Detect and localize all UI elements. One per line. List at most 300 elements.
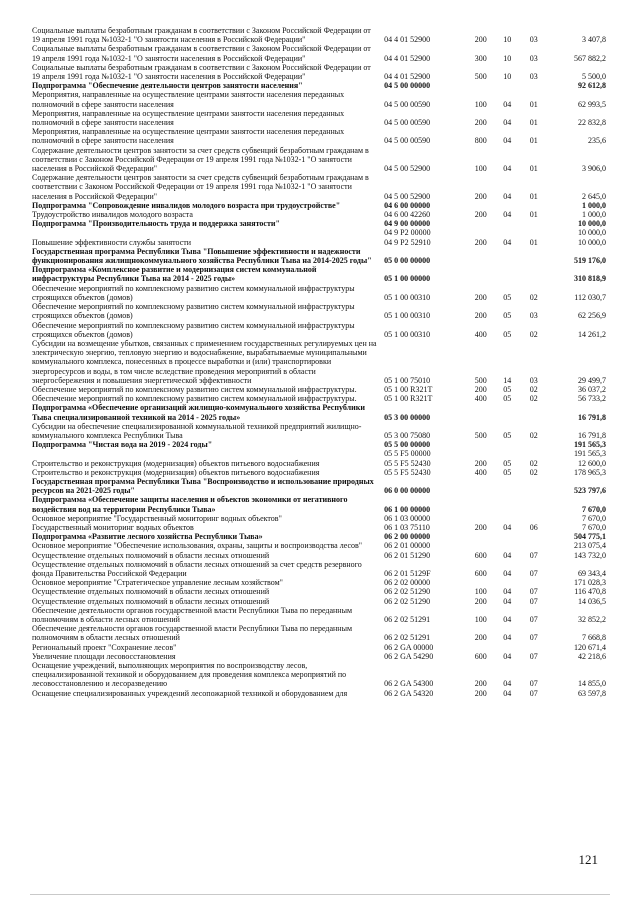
- section-code: [494, 532, 520, 541]
- expense-type-code: 400: [474, 467, 487, 477]
- subsection-code: 03: [529, 72, 538, 82]
- table-row: [32, 606, 606, 624]
- expense-name: Трудоустройство инвалидов молодого возраста: [32, 210, 193, 220]
- amount: 7 670,0: [582, 513, 606, 523]
- table-row: [32, 302, 606, 320]
- amount: 69 343,4: [578, 568, 606, 578]
- subsection-code: 02: [529, 292, 538, 302]
- amount: 3 906,0: [582, 164, 606, 174]
- expense-name: Содержание деятельности центров занятости за счет средств субвенций безработным гражданам в соответствии с Законом Российской Федерации от 19 апреля 1991 года №1032-1 "О занятости населения в Российской Федерации": [32, 173, 369, 201]
- table-row: [32, 597, 606, 606]
- section-code: 05: [503, 467, 512, 477]
- expense-name: Подпрограмма «Обеспечение защиты населения и объектов экономики от негативного воздействия вод на территории Республики Тыва»: [32, 495, 348, 514]
- subsection-code: 03: [529, 375, 538, 385]
- table-row: [32, 459, 606, 468]
- expense-type-code: 200: [474, 679, 487, 689]
- table-row: [32, 689, 606, 698]
- expense-type-code: 800: [474, 136, 487, 146]
- section-code: 04: [503, 191, 512, 201]
- amount: 5 500,0: [582, 72, 606, 82]
- section-code: [494, 514, 520, 523]
- expense-type-code: 400: [474, 394, 487, 404]
- section-code: [494, 477, 520, 495]
- expense-type-code: 400: [474, 329, 487, 339]
- expense-name: Основное мероприятие "Государственный мониторинг водных объектов": [32, 513, 282, 523]
- subsection-code: 02: [529, 430, 538, 440]
- target-article-code: 04 5 00 52900: [384, 164, 431, 174]
- page-number: 121: [578, 852, 598, 867]
- subsection-code: 06: [529, 522, 538, 532]
- amount: 42 218,6: [578, 651, 606, 661]
- expense-name: Подпрограмма «Развитие лесного хозяйства Республики Тыва»: [32, 532, 263, 542]
- subsection-code: 02: [529, 467, 538, 477]
- table-row: [32, 265, 606, 283]
- amount: 235,6: [588, 136, 606, 146]
- table-row: [32, 146, 606, 174]
- expense-name: Осуществление отдельных полномочий в области лесных отношений: [32, 596, 270, 606]
- target-article-code: 05 1 00 R321T: [384, 394, 433, 404]
- target-article-code: 06 2 GA 54290: [384, 651, 434, 661]
- target-article-code: 06 2 01 00000: [384, 541, 431, 551]
- expense-type-code: [468, 403, 494, 421]
- target-article-code: 06 2 02 51291: [384, 633, 431, 643]
- section-code: 14: [503, 375, 512, 385]
- amount: 3 407,8: [582, 35, 606, 45]
- expense-type-code: [468, 440, 494, 449]
- subsection-code: 07: [529, 550, 538, 560]
- amount: 16 791,8: [578, 412, 606, 422]
- expense-name: Социальные выплаты безработным гражданам в соответствии с Законом Российской Федерации от 19 апреля 1991 года №1032-1 "О занятости населения в Российской Федерации": [32, 44, 371, 63]
- expense-type-code: 200: [474, 384, 487, 394]
- expense-name: [32, 228, 384, 237]
- section-code: [494, 403, 520, 421]
- expense-name: Обеспечение деятельности органов государственной власти Республики Тыва по переданным полномочиям в области лесных отношений: [32, 605, 353, 624]
- subsection-code: 01: [529, 237, 538, 247]
- target-article-code: 04 5 00 00590: [384, 99, 431, 109]
- expense-type-code: 200: [474, 458, 487, 468]
- section-code: 05: [503, 311, 512, 321]
- subsection-code: 07: [529, 651, 538, 661]
- target-article-code: 05 5 00 00000: [384, 440, 431, 450]
- section-code: 05: [503, 292, 512, 302]
- expense-name: Подпрограмма «Комплексное развитие и модернизация систем коммунальной инфраструктуры Республики Тыва на 2014 - 2025 годы»: [32, 265, 317, 284]
- subsection-code: [520, 643, 546, 652]
- expense-name: Обеспечение деятельности органов государственной власти Республики Тыва по переданным полномочиям в области лесных отношений: [32, 624, 353, 643]
- amount: 29 499,7: [578, 375, 606, 385]
- target-article-code: 05 1 00 00310: [384, 329, 431, 339]
- expense-name: Содержание деятельности центров занятости за счет средств субвенций безработным гражданам в соответствии с Законом Российской Федерации от 19 апреля 1991 года №1032-1 "О занятости населения в Российской Федерации": [32, 145, 369, 174]
- amount: 191 565,3: [574, 449, 606, 459]
- expense-type-code: 100: [474, 164, 487, 174]
- section-code: [494, 495, 520, 513]
- subsection-code: 02: [529, 384, 538, 394]
- target-article-code: 04 9 00 00000: [384, 219, 431, 229]
- amount: 112 030,7: [574, 292, 606, 302]
- expense-type-code: 200: [474, 191, 487, 201]
- expense-type-code: 200: [474, 688, 487, 698]
- amount: 143 732,0: [574, 550, 606, 560]
- subsection-code: 03: [529, 53, 538, 63]
- amount: 310 818,9: [574, 274, 606, 284]
- target-article-code: 04 5 00 00590: [384, 118, 431, 128]
- table-row: [32, 228, 606, 237]
- table-row: [32, 440, 606, 449]
- subsection-code: [520, 81, 546, 90]
- expense-type-code: 200: [474, 596, 487, 606]
- target-article-code: 05 1 00 R321T: [384, 384, 433, 394]
- expense-type-code: 600: [474, 568, 487, 578]
- amount: 7 668,8: [582, 633, 606, 643]
- section-code: 04: [503, 522, 512, 532]
- expense-type-code: [468, 578, 494, 587]
- subsection-code: [520, 449, 546, 458]
- subsection-code: 02: [529, 394, 538, 404]
- section-code: 04: [503, 99, 512, 109]
- table-row: [32, 394, 606, 403]
- amount: 120 671,4: [574, 642, 606, 652]
- subsection-code: [520, 201, 546, 210]
- section-code: 04: [503, 651, 512, 661]
- target-article-code: 06 2 02 51290: [384, 596, 431, 606]
- subsection-code: [520, 265, 546, 283]
- table-row: [32, 201, 606, 210]
- amount: 7 670,0: [582, 504, 606, 514]
- bottom-divider: [30, 894, 610, 895]
- target-article-code: 05 1 00 75010: [384, 375, 431, 385]
- expense-type-code: [468, 541, 494, 550]
- table-row: [32, 477, 606, 495]
- section-code: [494, 449, 520, 458]
- expense-name: Оснащение учреждений, выполняющих мероприятия по воспроизводству лесов, специализированной техникой и оборудованием для проведения комплекса мероприятий по лесовосстановлению и лесоразведению: [32, 661, 347, 689]
- table-row: [32, 247, 606, 265]
- subsection-code: [520, 247, 546, 265]
- expense-type-code: [468, 201, 494, 210]
- expense-name: Социальные выплаты безработным гражданам в соответствии с Законом Российской Федерации от 19 апреля 1991 года №1032-1 "О занятости населения в Российской Федерации": [32, 62, 371, 82]
- subsection-code: 07: [529, 596, 538, 606]
- section-code: [494, 81, 520, 90]
- expense-name: Подпрограмма "Обеспечение деятельности центров занятости населения": [32, 81, 303, 91]
- section-code: 04: [503, 688, 512, 698]
- section-code: 04: [503, 237, 512, 247]
- section-code: [494, 265, 520, 283]
- subsection-code: [520, 495, 546, 513]
- table-row: [32, 532, 606, 541]
- target-article-code: 05 0 00 00000: [384, 256, 431, 266]
- subsection-code: 01: [529, 164, 538, 174]
- target-article-code: 05 3 00 75080: [384, 430, 431, 440]
- expense-name: Осуществление отдельных полномочий в области лесных отношений за счет средств резервного фонда Правительства Российской Федерации: [32, 559, 362, 578]
- expense-name: Строительство и реконструкция (модернизация) объектов питьевого водоснабжения: [32, 467, 320, 477]
- amount: 171 028,3: [574, 578, 606, 588]
- subsection-code: [520, 541, 546, 550]
- expense-type-code: [468, 265, 494, 283]
- target-article-code: 04 4 01 52900: [384, 35, 431, 45]
- amount: 10 000,0: [578, 237, 606, 247]
- expense-name: Обеспечение мероприятий по комплексному развитию систем коммунальной инфраструктуры строящихся объектов (домов): [32, 320, 355, 339]
- section-code: [494, 643, 520, 652]
- expense-name: Государственный мониторинг водных объектов: [32, 522, 194, 532]
- expense-name: Мероприятия, направленные на осуществление центрами занятости населения переданных полномочий в сфере занятости населения: [32, 90, 345, 109]
- expense-type-code: 200: [474, 210, 487, 220]
- expense-name: Подпрограмма "Чистая вода на 2019 - 2024 годы": [32, 440, 213, 450]
- expense-type-code: [468, 643, 494, 652]
- table-row: [32, 578, 606, 587]
- expense-type-code: 500: [474, 430, 487, 440]
- expense-type-code: 600: [474, 651, 487, 661]
- subsection-code: 03: [529, 35, 538, 45]
- table-row: [32, 449, 606, 458]
- expense-name: Осуществление отдельных полномочий в области лесных отношений: [32, 587, 270, 597]
- subsection-code: [520, 228, 546, 237]
- table-row: [32, 643, 606, 652]
- target-article-code: 06 2 02 51291: [384, 615, 431, 624]
- table-row: [32, 173, 606, 201]
- amount: 504 775,1: [574, 532, 606, 542]
- expense-type-code: [468, 247, 494, 265]
- target-article-code: 06 2 02 51290: [384, 587, 431, 597]
- expense-name: Увеличение площади лесовосстановления: [32, 651, 176, 661]
- table-row: [32, 109, 606, 127]
- amount: 191 565,3: [574, 440, 606, 450]
- section-code: 04: [503, 615, 512, 624]
- expense-name: [32, 449, 384, 458]
- amount: 1 000,0: [582, 200, 606, 210]
- expense-type-code: [468, 449, 494, 458]
- target-article-code: 05 5 F5 00000: [384, 449, 431, 459]
- target-article-code: 06 1 00 00000: [384, 504, 431, 514]
- amount: 22 832,8: [578, 118, 606, 128]
- expense-name: Оснащение специализированных учреждений лесопожарной техникой и оборудованием для: [32, 688, 348, 698]
- expense-name: Подпрограмма "Сопровождение инвалидов молодого возраста при трудоустройстве": [32, 200, 341, 210]
- table-row: [32, 624, 606, 642]
- amount: 14 855,0: [578, 679, 606, 689]
- table-row: [32, 495, 606, 513]
- expense-type-code: [468, 514, 494, 523]
- expense-type-code: 200: [474, 633, 487, 643]
- table-row: [32, 321, 606, 339]
- expense-name: Государственная программа Республики Тыва "Воспроизводство и использование природных ресурсов на 2021-2025 годы": [32, 476, 374, 496]
- section-code: [494, 578, 520, 587]
- section-code: 04: [503, 550, 512, 560]
- expense-name: Мероприятия, направленные на осуществление центрами занятости населения переданных полномочий в сфере занятости населения: [32, 127, 345, 146]
- section-code: 04: [503, 679, 512, 689]
- target-article-code: 05 5 F5 52430: [384, 458, 431, 468]
- section-code: 04: [503, 164, 512, 174]
- expense-type-code: [468, 219, 494, 228]
- amount: 62 993,5: [578, 99, 606, 109]
- budget-table-body: [32, 26, 606, 698]
- amount: 7 670,0: [582, 522, 606, 532]
- budget-table: [32, 26, 606, 698]
- amount: 12 600,0: [578, 458, 606, 468]
- subsection-code: 07: [529, 633, 538, 643]
- target-article-code: 04 5 00 00000: [384, 81, 431, 91]
- expense-name: Обеспечение мероприятий по комплексному развитию систем коммунальной инфраструктуры.: [32, 384, 357, 394]
- subsection-code: 07: [529, 587, 538, 597]
- expense-type-code: 200: [474, 311, 487, 321]
- target-article-code: 05 3 00 00000: [384, 412, 431, 422]
- expense-type-code: 200: [474, 522, 487, 532]
- table-row: [32, 284, 606, 302]
- subsection-code: 07: [529, 568, 538, 578]
- section-code: 05: [503, 430, 512, 440]
- amount: 567 882,2: [574, 53, 606, 63]
- expense-name: Субсидии на обеспечение специализированной коммунальной техникой предприятий жилищно-коммунального комплекса Республики Тыва: [32, 421, 362, 440]
- target-article-code: 04 6 00 42260: [384, 210, 431, 220]
- section-code: 04: [503, 587, 512, 597]
- table-row: [32, 238, 606, 247]
- expense-name: Обеспечение мероприятий по комплексному развитию систем коммунальной инфраструктуры.: [32, 394, 357, 404]
- amount: 10 000,0: [578, 219, 606, 229]
- section-code: [494, 228, 520, 237]
- expense-type-code: [468, 228, 494, 237]
- amount: 10 000,0: [578, 228, 606, 238]
- table-row: [32, 210, 606, 219]
- section-code: 04: [503, 210, 512, 220]
- expense-name: Мероприятия, направленные на осуществление центрами занятости населения переданных полномочий в сфере занятости населения: [32, 108, 345, 128]
- table-row: [32, 541, 606, 550]
- section-code: 05: [503, 394, 512, 404]
- target-article-code: 06 2 02 00000: [384, 578, 431, 588]
- table-row: [32, 468, 606, 477]
- section-code: 10: [503, 35, 512, 45]
- subsection-code: [520, 578, 546, 587]
- expense-name: Обеспечение мероприятий по комплексному развитию систем коммунальной инфраструктуры строящихся объектов (домов): [32, 283, 355, 302]
- expense-type-code: [468, 81, 494, 90]
- subsection-code: 01: [529, 191, 538, 201]
- table-row: [32, 661, 606, 689]
- target-article-code: 06 2 01 5129F: [384, 568, 431, 578]
- table-row: [32, 514, 606, 523]
- table-row: [32, 551, 606, 560]
- target-article-code: 04 4 01 52900: [384, 53, 431, 63]
- expense-type-code: [468, 532, 494, 541]
- amount: 14 036,5: [578, 596, 606, 606]
- amount: 63 597,8: [578, 688, 606, 698]
- subsection-code: 02: [529, 329, 538, 339]
- amount: 178 965,3: [574, 467, 606, 477]
- amount: 213 075,4: [574, 541, 606, 551]
- table-row: [32, 127, 606, 145]
- target-article-code: 06 1 03 75110: [384, 522, 430, 532]
- subsection-code: 07: [529, 615, 538, 624]
- table-row: [32, 90, 606, 108]
- table-row: [32, 219, 606, 228]
- subsection-code: [520, 532, 546, 541]
- section-code: 04: [503, 568, 512, 578]
- table-row: [32, 44, 606, 62]
- target-article-code: 06 0 00 00000: [384, 486, 431, 496]
- expense-type-code: [468, 477, 494, 495]
- target-article-code: 04 4 01 52900: [384, 72, 431, 82]
- subsection-code: 07: [529, 688, 538, 698]
- expense-name: Субсидии на возмещение убытков, связанных с применением государственных регулируемых цен на электрическую энергию, тепловую энергию и водоснабжение, вырабатываемые муниципальными коммунального комплекса, понесенных в процессе выработки и (или) транспортировки энергоресурсов и воды, в том числе вследствие проведения мероприятий в области энергосбережения и повышения энергетической эффективности: [32, 338, 377, 385]
- expense-type-code: 200: [474, 292, 487, 302]
- table-row: [32, 652, 606, 661]
- subsection-code: [520, 403, 546, 421]
- subsection-code: 07: [529, 679, 538, 689]
- expense-type-code: 300: [474, 53, 487, 63]
- target-article-code: 05 1 00 00310: [384, 311, 431, 321]
- subsection-code: 01: [529, 136, 538, 146]
- section-code: 10: [503, 72, 512, 82]
- amount: 14 261,2: [578, 329, 606, 339]
- table-row: [32, 63, 606, 81]
- target-article-code: 06 2 GA 54320: [384, 688, 434, 698]
- section-code: [494, 247, 520, 265]
- target-article-code: 04 9 P2 00000: [384, 228, 431, 238]
- section-code: [494, 219, 520, 228]
- expense-type-code: [468, 495, 494, 513]
- subsection-code: 03: [529, 311, 538, 321]
- subsection-code: 01: [529, 210, 538, 220]
- amount: 62 256,9: [578, 311, 606, 321]
- expense-name: Подпрограмма «Обеспечение организаций жилищно-коммунального хозяйства Республики Тыва специализированной техникой на 2014 - 2025 годы»: [32, 403, 365, 422]
- section-code: 04: [503, 596, 512, 606]
- target-article-code: 06 2 00 00000: [384, 532, 431, 542]
- expense-type-code: 200: [474, 35, 487, 45]
- expense-name: Обеспечение мероприятий по комплексному развитию систем коммунальной инфраструктуры строящихся объектов (домов): [32, 302, 355, 321]
- target-article-code: 06 1 03 00000: [384, 513, 431, 523]
- section-code: 05: [503, 458, 512, 468]
- subsection-code: 01: [529, 99, 538, 109]
- section-code: [494, 541, 520, 550]
- subsection-code: 02: [529, 458, 538, 468]
- expense-name: Повышение эффективности службы занятости: [32, 237, 192, 247]
- target-article-code: 05 1 00 00310: [384, 292, 431, 302]
- amount: 1 000,0: [582, 210, 606, 220]
- section-code: 05: [503, 384, 512, 394]
- amount: 2 645,0: [582, 191, 606, 201]
- target-article-code: 04 9 P2 52910: [384, 237, 431, 247]
- subsection-code: [520, 514, 546, 523]
- expense-type-code: 600: [474, 550, 487, 560]
- expense-type-code: 200: [474, 118, 487, 128]
- section-code: 05: [503, 329, 512, 339]
- section-code: 10: [503, 53, 512, 63]
- table-row: [32, 403, 606, 421]
- expense-name: Основное мероприятие "Обеспечение использования, охраны, защиты и воспроизводства лесов": [32, 541, 363, 551]
- amount: 56 733,2: [578, 394, 606, 404]
- amount: 36 037,2: [578, 384, 606, 394]
- target-article-code: 04 6 00 00000: [384, 200, 431, 210]
- table-row: [32, 560, 606, 578]
- amount: 116 470,8: [574, 587, 606, 597]
- target-article-code: 06 2 GA 54300: [384, 679, 434, 689]
- section-code: 04: [503, 118, 512, 128]
- table-row: [32, 339, 606, 385]
- expense-name: Региональный проект "Сохранение лесов": [32, 642, 177, 652]
- section-code: 04: [503, 136, 512, 146]
- expense-type-code: 100: [474, 587, 487, 597]
- expense-name: Осуществление отдельных полномочий в области лесных отношений: [32, 550, 270, 560]
- expense-name: Подпрограмма "Производительность труда и поддержка занятости": [32, 219, 280, 229]
- target-article-code: 04 5 00 52900: [384, 191, 431, 201]
- amount: 16 791,8: [578, 430, 606, 440]
- target-article-code: 05 1 00 00000: [384, 274, 431, 284]
- target-article-code: 04 5 00 00590: [384, 136, 431, 146]
- amount: 32 852,2: [578, 615, 606, 624]
- subsection-code: [520, 219, 546, 228]
- section-code: 04: [503, 633, 512, 643]
- expense-name: Социальные выплаты безработным гражданам в соответствии с Законом Российской Федерации от 19 апреля 1991 года №1032-1 "О занятости населения в Российской Федерации": [32, 26, 371, 45]
- target-article-code: 05 5 F5 52430: [384, 467, 431, 477]
- subsection-code: [520, 440, 546, 449]
- expense-type-code: 100: [474, 615, 487, 624]
- expense-type-code: 500: [474, 72, 487, 82]
- expense-name: Основное мероприятие "Стратегическое управление лесным хозяйством": [32, 578, 283, 588]
- amount: 523 797,6: [574, 486, 606, 496]
